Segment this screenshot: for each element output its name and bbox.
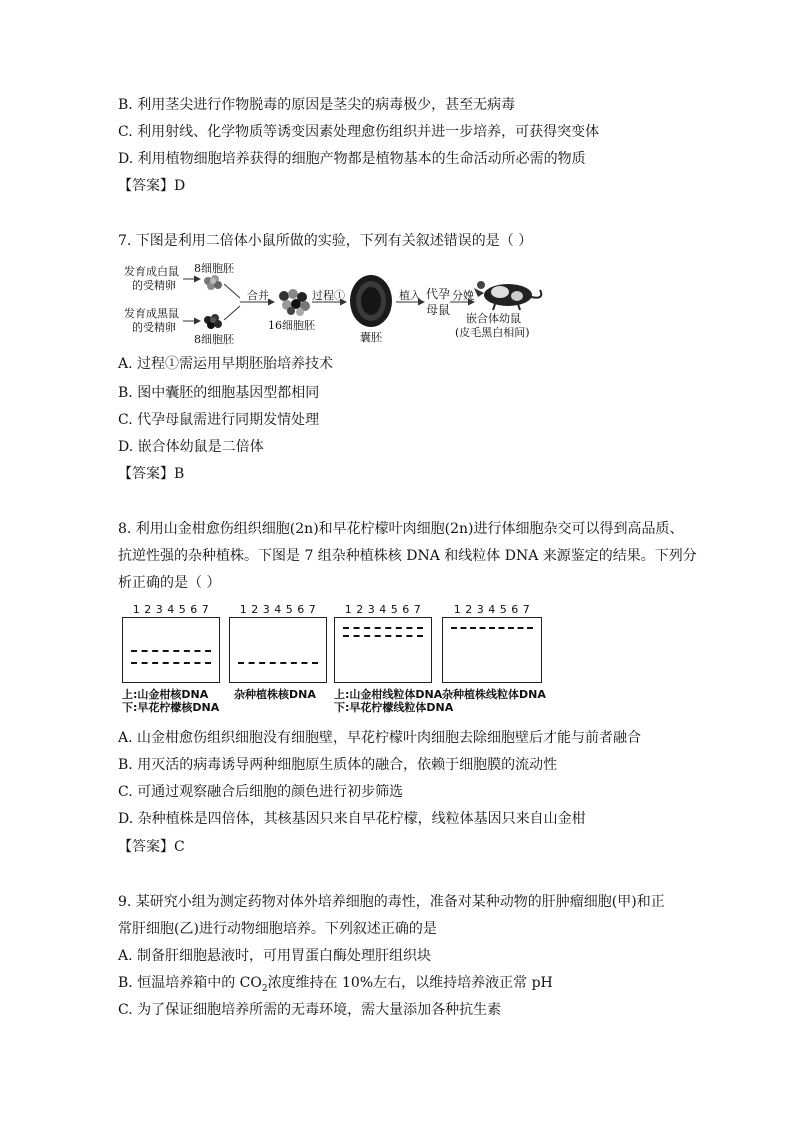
label-blastocyst: 囊胚 xyxy=(360,331,382,344)
q9-stem-line2: 常肝细胞(乙)进行动物细胞培养。下列叙述正确的是 xyxy=(118,921,437,937)
label-surrogate-2: 母鼠 xyxy=(426,303,451,317)
gel-2-lane-numbers: 1 2 3 4 5 6 7 xyxy=(239,603,317,616)
gel-4-lane-numbers: 1 2 3 4 5 6 7 xyxy=(453,603,531,616)
q7-option-d: D. 嵌合体幼鼠是二倍体 xyxy=(118,439,264,455)
label-implant: 植入 xyxy=(399,289,421,302)
label-chimera-2: (皮毛黑白相间) xyxy=(455,326,530,339)
merge-line-bottom xyxy=(224,306,240,320)
q9-option-b xyxy=(118,973,553,999)
label-embryo16: 16细胞胚 xyxy=(268,319,315,332)
q6-option-c: C. 利用射线、化学物质等诱变因素处理愈伤组织并进一步培养，可获得突变体 xyxy=(118,124,600,140)
q8-answer: 【答案】C xyxy=(118,839,185,855)
gel-4-band xyxy=(451,627,533,629)
q9-option-b-sub: 2 xyxy=(261,983,268,994)
q8-option-a: A. 山金柑愈伤组织细胞没有细胞壁，早花柠檬叶肉细胞去除细胞壁后才能与前者融合 xyxy=(118,730,642,746)
merge-line-top xyxy=(224,284,240,298)
chimera-mouse-icon xyxy=(474,281,541,310)
q9-option-b-pre: B. 恒温培养箱中的 CO xyxy=(118,975,262,991)
embryo16-icon xyxy=(279,289,310,316)
gel-1-band-upper xyxy=(131,650,211,652)
label-embryo8-bottom: 8细胞胚 xyxy=(194,333,234,346)
gel-3-band-lower xyxy=(343,635,423,637)
gel-3-frame xyxy=(334,617,432,683)
label-black-egg-1: 发育成黑鼠 xyxy=(124,307,179,320)
q9-option-a: A. 制备肝细胞悬液时，可用胃蛋白酶处理肝组织块 xyxy=(118,948,432,964)
q7-option-b: B. 图中囊胚的细胞基因型都相同 xyxy=(118,385,320,401)
q7-option-a: A. 过程①需运用早期胚胎培养技术 xyxy=(118,356,334,372)
label-merge: 合并 xyxy=(247,289,269,302)
q8-stem-line2: 抗逆性强的杂种植株。下图是 7 组杂种植株核 DNA 和线粒体 DNA 来源鉴定的结果。下列分 xyxy=(118,548,697,564)
gel-4-frame xyxy=(442,617,542,683)
q8-option-d: D. 杂种植株是四倍体，其核基因只来自早花柠檬，线粒体基因只来自山金柑 xyxy=(118,811,586,827)
embryo8-white-icon xyxy=(204,275,222,290)
label-process1: 过程① xyxy=(312,289,345,302)
q9-option-b-post: 浓度维持在 10%左右，以维持培养液正常 pH xyxy=(267,975,553,991)
gel-3-caption-1: 上:山金柑线粒体DNA xyxy=(334,688,443,701)
q7-stem: 7. 下图是利用二倍体小鼠所做的实验，下列有关叙述错误的是（ ） xyxy=(118,233,533,249)
q7-diagram-graphics xyxy=(0,0,794,360)
gel-1-caption-1: 上:山金柑核DNA xyxy=(122,688,209,701)
label-embryo8-top: 8细胞胚 xyxy=(194,262,234,275)
gel-2 xyxy=(229,603,327,683)
label-surrogate-1: 代孕 xyxy=(426,287,451,301)
label-chimera-1: 嵌合体幼鼠 xyxy=(466,312,521,325)
gel-1-caption-2: 下:早花柠檬核DNA xyxy=(122,701,220,714)
q9-option-c: C. 为了保证细胞培养所需的无毒环境，需大量添加各种抗生素 xyxy=(118,1002,502,1018)
gel-1 xyxy=(122,603,220,683)
gel-3-caption-2: 下:早花柠檬线粒体DNA xyxy=(334,701,454,714)
gel-2-band xyxy=(238,662,318,664)
q7-option-c: C. 代孕母鼠需进行同期发情处理 xyxy=(118,412,320,428)
label-white-egg-1: 发育成白鼠 xyxy=(124,265,179,278)
embryo8-black-icon xyxy=(204,314,222,329)
q8-option-b: B. 用灭活的病毒诱导两种细胞原生质体的融合，依赖于细胞膜的流动性 xyxy=(118,757,558,773)
gel-3 xyxy=(334,603,432,683)
gel-1-band-lower xyxy=(131,662,211,664)
label-birth: 分娩 xyxy=(452,289,474,302)
q9-stem-line1: 9. 某研究小组为测定药物对体外培养细胞的毒性，准备对某种动物的肝肿瘤细胞(甲)和正 xyxy=(118,894,665,910)
q8-stem-line3: 析正确的是（ ） xyxy=(118,575,221,591)
q7-answer: 【答案】B xyxy=(118,466,185,482)
q8-option-c: C. 可通过观察融合后细胞的颜色进行初步筛选 xyxy=(118,784,404,800)
q8-stem-line1: 8. 利用山金柑愈伤组织细胞(2n)和早花柠檬叶肉细胞(2n)进行体细胞杂交可以得到高品质、 xyxy=(118,521,684,537)
blastocyst-icon xyxy=(350,275,392,327)
gel-1-lane-numbers: 1 2 3 4 5 6 7 xyxy=(132,603,210,616)
label-black-egg-2: 的受精卵 xyxy=(132,321,176,334)
gel-3-band-upper xyxy=(343,627,423,629)
q6-option-b: B. 利用茎尖进行作物脱毒的原因是茎尖的病毒极少，甚至无病毒 xyxy=(118,97,516,113)
label-white-egg-2: 的受精卵 xyxy=(132,279,176,292)
gel-4-caption: 杂种植株线粒体DNA xyxy=(442,688,546,701)
gel-3-lane-numbers: 1 2 3 4 5 6 7 xyxy=(344,603,422,616)
gel-4 xyxy=(442,603,542,683)
q6-option-d: D. 利用植物细胞培养获得的细胞产物都是植物基本的生命活动所必需的物质 xyxy=(118,151,586,167)
gel-2-frame xyxy=(229,617,327,683)
gel-2-caption: 杂种植株核DNA xyxy=(234,688,316,701)
q6-answer: 【答案】D xyxy=(118,178,186,194)
gel-1-frame xyxy=(122,617,220,683)
